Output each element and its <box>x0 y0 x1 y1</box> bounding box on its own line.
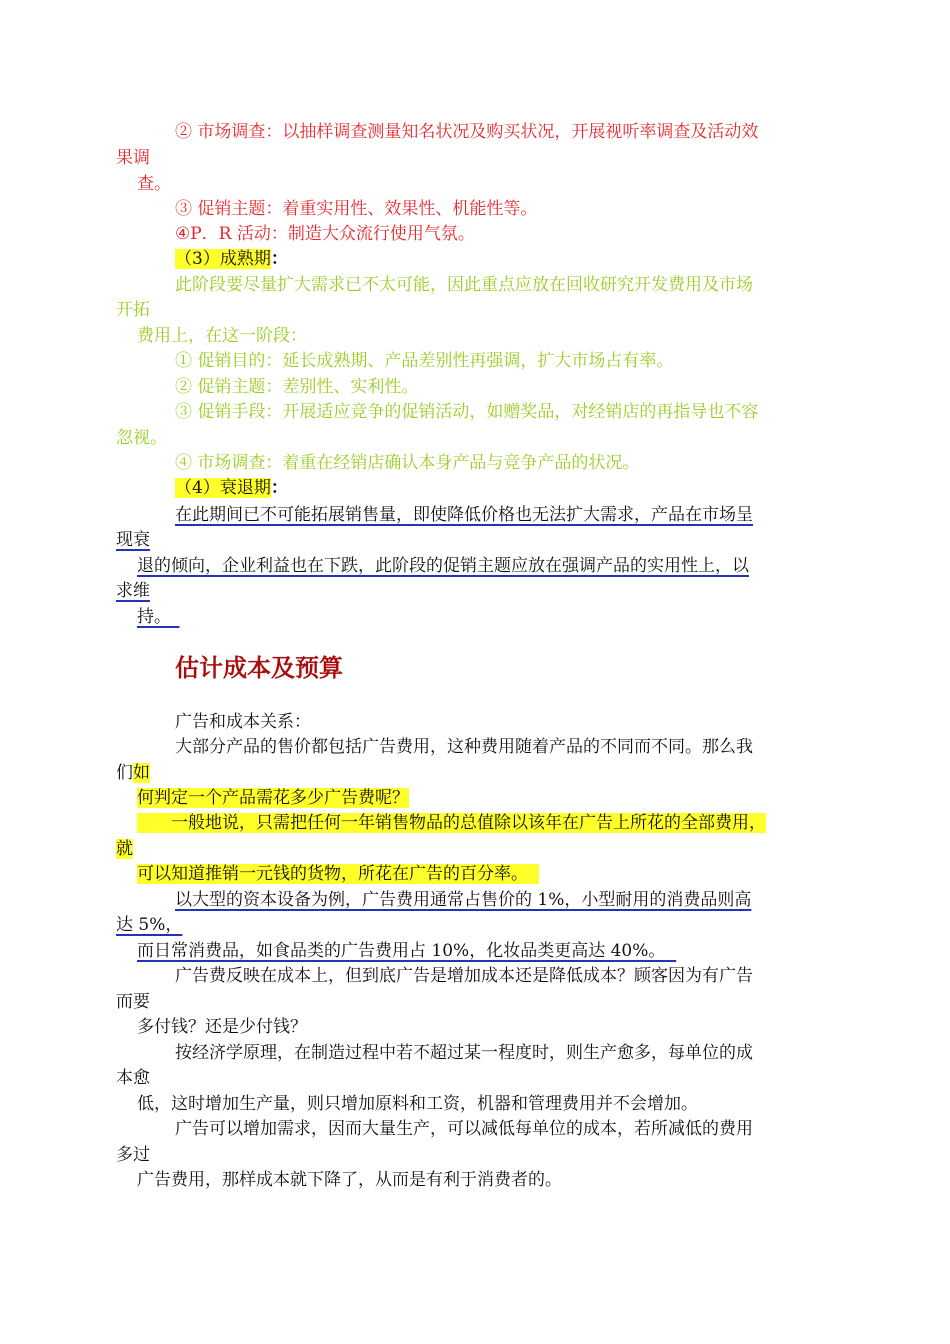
decline-line-3 <box>137 606 180 628</box>
cost-para-2-line-2 <box>116 838 133 860</box>
cost-para-2-line-3 <box>137 863 539 885</box>
cost-para-2-line-1 <box>137 812 766 834</box>
cost-para-2-line-2-text: 就 <box>116 839 133 859</box>
cost-para-1-plain: 们 <box>116 763 133 783</box>
cost-para-3-line-3-text: 而日常消费品，如食品类的广告费用占 10%，化妆品类更高达 40%。 <box>137 941 666 961</box>
cost-para-3-line-1: 以大型的资本设备为例，广告费用通常占售价的 1%，小型耐用的消费品则高 <box>175 890 752 910</box>
maturity-promo-goal: ① 促销目的：延长成熟期、产品差别性再强调，扩大市场占有率。 <box>175 351 674 371</box>
cost-para-1-line-3 <box>137 787 409 809</box>
cost-para-5-line-3: 低，这时增加生产量，则只增加原料和工资，机器和管理费用并不会增加。 <box>137 1094 698 1114</box>
cost-para-2-tail <box>528 864 539 884</box>
cost-para-5-line-1: 按经济学原理，在制造过程中若不超过某一程度时，则生产愈多，每单位的成 <box>175 1043 753 1063</box>
cost-para-6-line-2: 多过 <box>116 1145 150 1165</box>
cost-para-1-line-1: 大部分产品的售价都包括广告费用，这种费用随着产品的不同而不同。那么我 <box>175 737 753 757</box>
cost-para-6-line-1: 广告可以增加需求，因而大量生产，可以减低每单位的成本，若所减低的费用 <box>175 1119 753 1139</box>
maturity-colon: ： <box>270 249 288 269</box>
maturity-promo-means-wrap: 忽视。 <box>116 428 167 448</box>
maturity-promo-theme: ② 促销主题：差别性、实利性。 <box>175 377 419 397</box>
cost-relation-label: 广告和成本关系： <box>175 712 311 732</box>
cost-para-2-line-1-text: 一般地说，只需把任何一年销售物品的总值除以该年在广告上所花的全部费用， <box>171 813 766 833</box>
maturity-heading <box>175 248 288 270</box>
growth-market-survey-wrap: 果调 <box>116 148 150 168</box>
cost-para-4-line-1: 广告费反映在成本上，但到底广告是增加成本还是降低成本？顾客因为有广告 <box>175 966 753 986</box>
growth-market-survey-line: ② 市场调查：以抽样调查测量知名状况及购买状况，开展视听率调查及活动效 <box>175 122 759 142</box>
section-heading: 估计成本及预算 <box>175 654 343 682</box>
decline-line-2-wrap: 求维 <box>116 581 150 601</box>
growth-pr-activity: ④P．R 活动：制造大众流行使用气氛。 <box>175 224 475 244</box>
cost-para-2-indent <box>137 813 171 833</box>
decline-line-1: 在此期间已不可能拓展销售量，即使降低价格也无法扩大需求，产品在市场呈 <box>175 505 753 525</box>
cost-para-1-line-2 <box>116 762 150 784</box>
decline-title: （4）衰退期 <box>175 478 271 498</box>
maturity-intro-end: 费用上，在这一阶段： <box>137 326 307 346</box>
cost-para-2-line-3-text: 可以知道推销一元钱的货物，所花在广告的百分率。 <box>137 864 528 884</box>
decline-line-3-text: 持。 <box>137 607 163 627</box>
decline-heading <box>175 477 288 499</box>
maturity-intro-line: 此阶段要尽量扩大需求已不太可能，因此重点应放在回收研究开发费用及市场 <box>175 275 753 295</box>
maturity-title: （3）成熟期 <box>175 249 271 269</box>
decline-line-2: 退的倾向，企业利益也在下跌，此阶段的促销主题应放在强调产品的实用性上，以 <box>137 556 749 576</box>
maturity-market-survey: ④ 市场调查：着重在经销店确认本身产品与竞争产品的状况。 <box>175 453 640 473</box>
cost-para-1-highlight: 如 <box>133 763 150 783</box>
decline-colon: ： <box>270 478 288 498</box>
cost-para-6-line-3: 广告费用，那样成本就下降了，从而是有利于消费者的。 <box>137 1170 562 1190</box>
cost-para-3-line-3 <box>137 940 676 962</box>
maturity-intro-wrap: 开拓 <box>116 300 150 320</box>
cost-para-5-line-2: 本愈 <box>116 1068 150 1088</box>
decline-line-1-wrap: 现衰 <box>116 530 150 550</box>
cost-para-1-line-3-text: 何判定一个产品需花多少广告费呢？ <box>137 788 409 808</box>
growth-market-survey-end: 查。 <box>137 174 171 194</box>
growth-promo-theme: ③ 促销主题：着重实用性、效果性、机能性等。 <box>175 199 538 219</box>
maturity-promo-means: ③ 促销手段：开展适应竞争的促销活动，如赠奖品，对经销店的再指导也不容 <box>175 402 759 422</box>
cost-para-3-line-2: 达 5%， <box>116 915 183 935</box>
cost-para-4-line-2: 而要 <box>116 992 150 1012</box>
cost-para-4-line-3: 多付钱？还是少付钱？ <box>137 1017 307 1037</box>
